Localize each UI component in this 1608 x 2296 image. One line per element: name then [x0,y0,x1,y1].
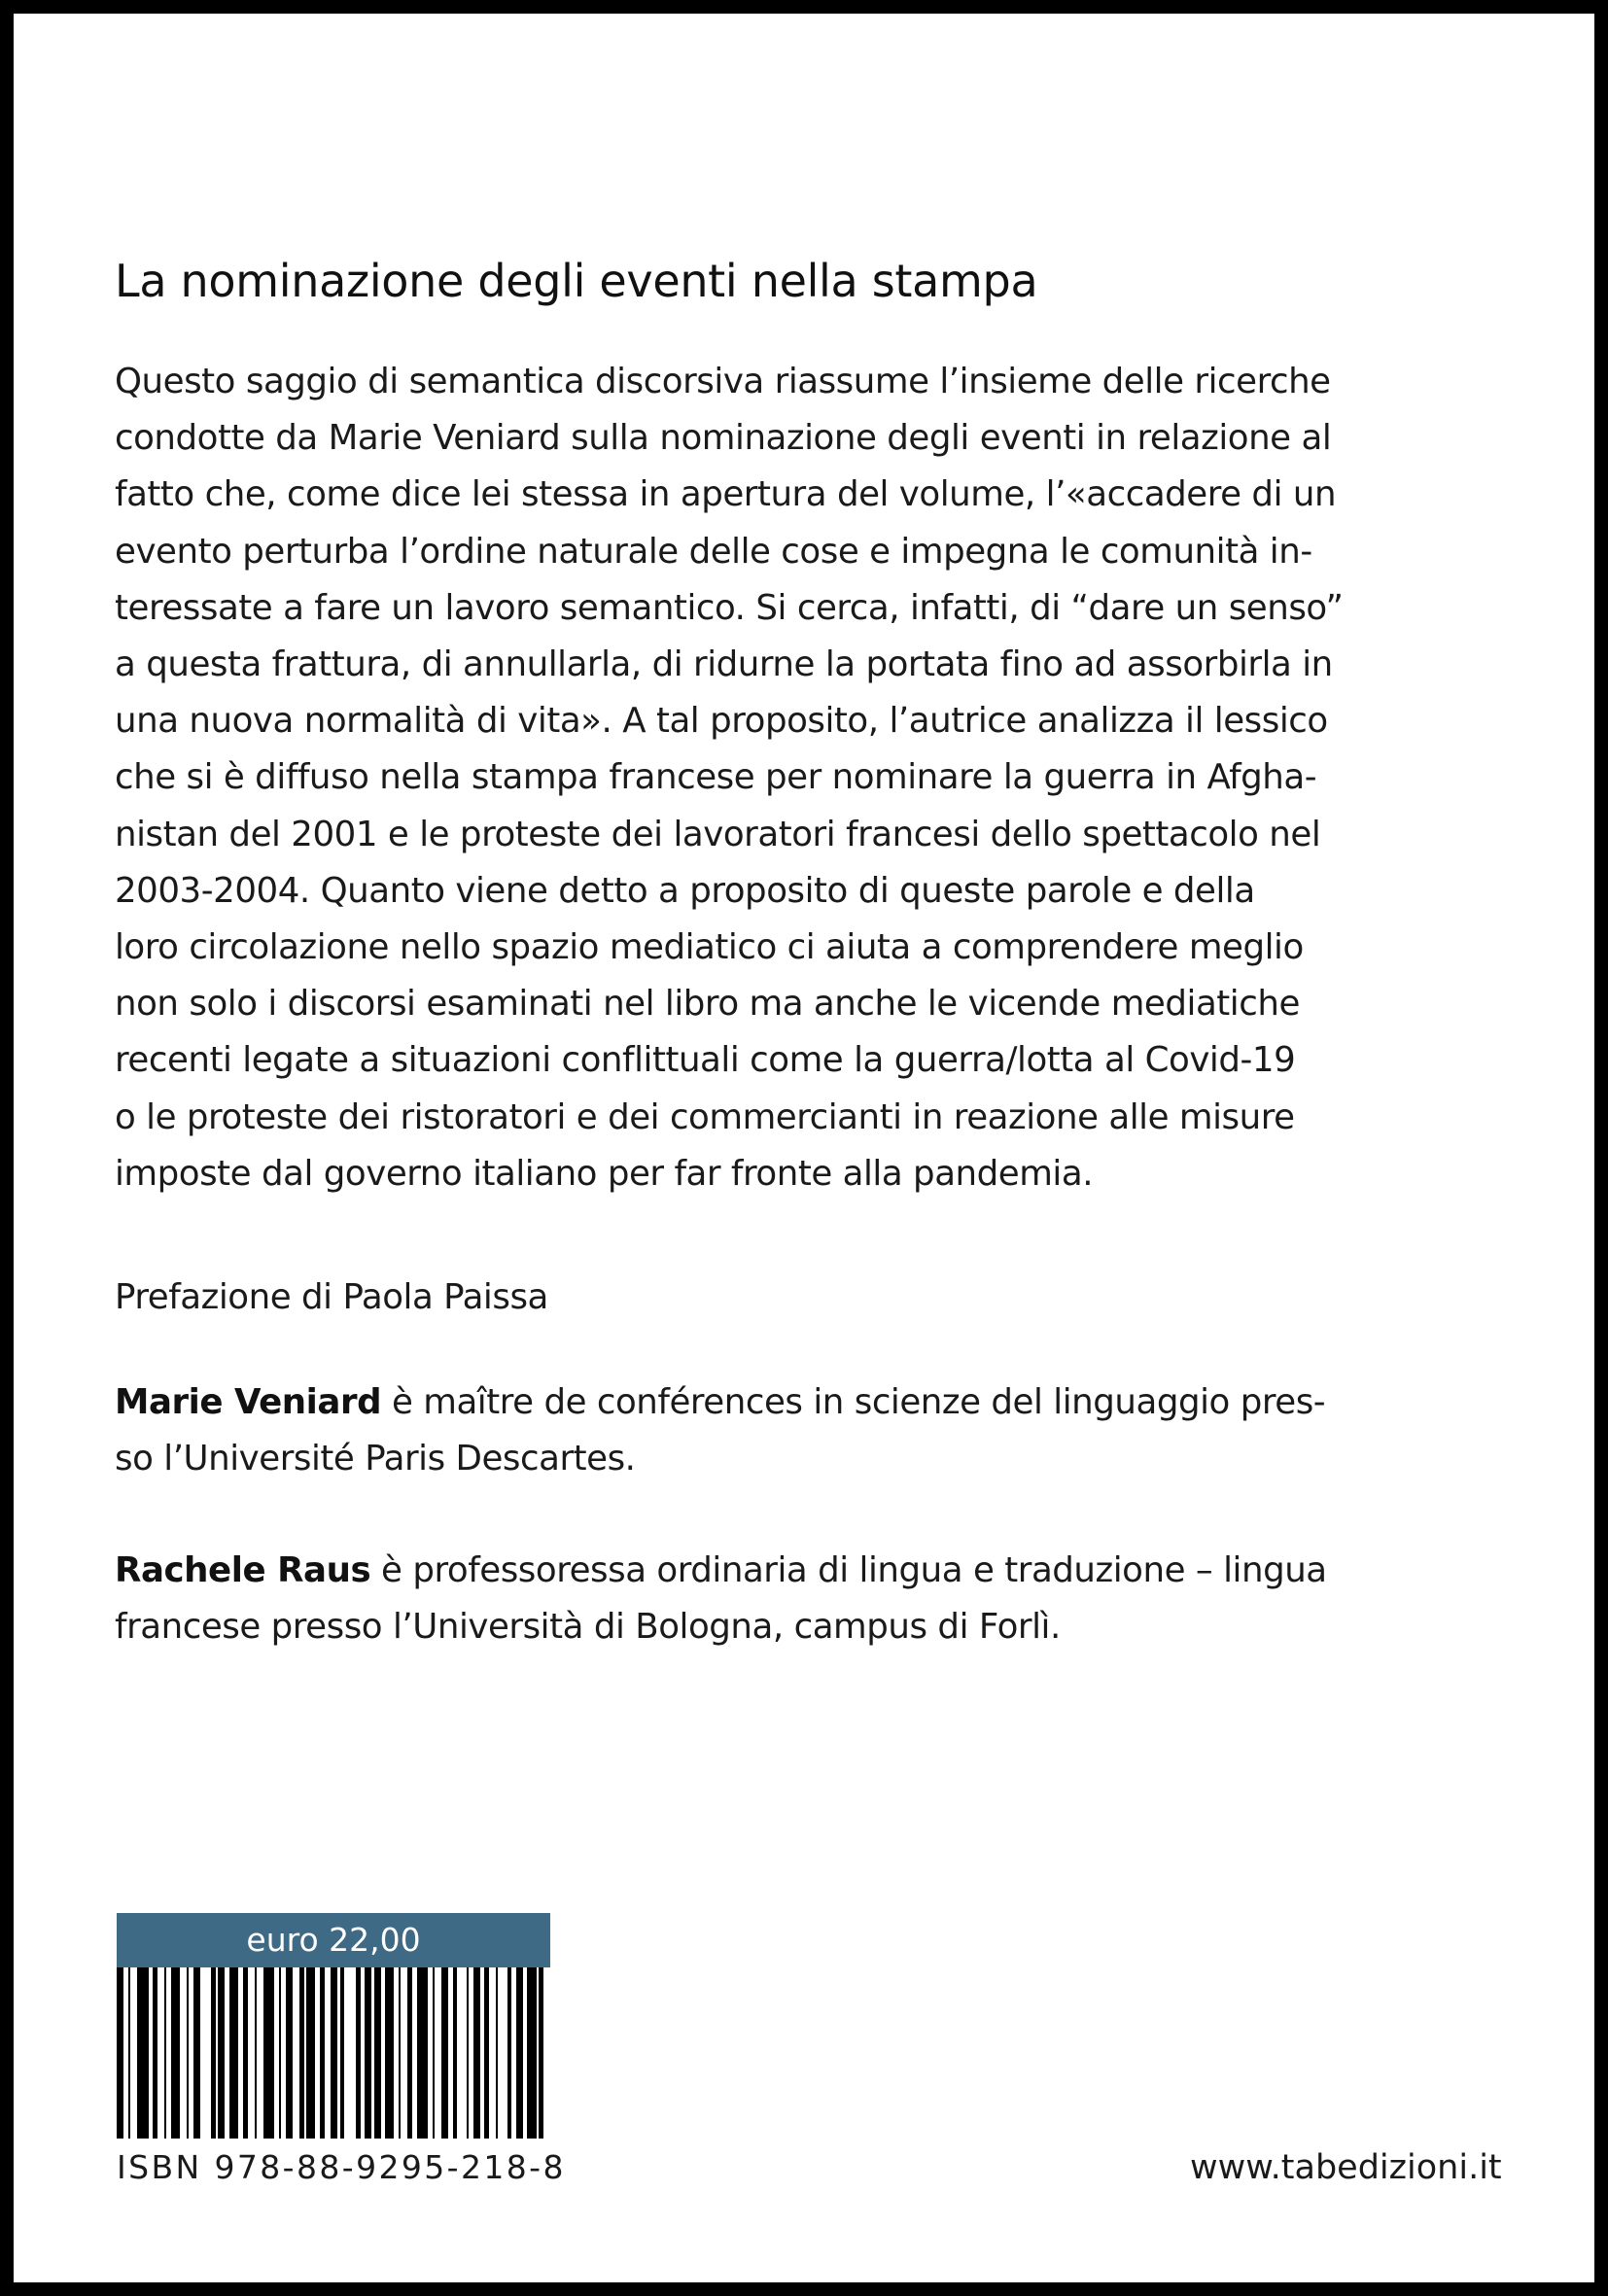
blurb-line: nistan del 2001 e le proteste dei lavoratori francesi dello spettacolo nel [115,814,1321,854]
back-cover [14,14,1594,2282]
barcode-stripe [489,1967,496,2139]
barcode-stripe [257,1967,263,2139]
barcode-stripe [417,1967,429,2139]
barcode-stripe [498,1967,507,2139]
barcode-stripe [180,1967,187,2139]
author-bio-line [115,1374,1325,1431]
barcode-stripe [193,1967,200,2139]
translator-bio [115,1543,1327,1655]
blurb-line: che si è diffuso nella stampa francese per nominare la guerra in Afgha- [115,757,1317,798]
barcode-stripe [473,1967,480,2139]
author-name: Marie Veniard [115,1382,382,1422]
translator-name: Rachele Raus [115,1550,371,1590]
translator-bio-line: francese presso l’Università di Bologna, campus di Forlì. [115,1607,1061,1648]
barcode-stripe [157,1967,164,2139]
barcode-stripe [516,1967,523,2139]
barcode-stripe [229,1967,238,2139]
blurb-line: non solo i discorsi esaminati nel libro ma anche le vicende mediatiche [115,984,1300,1025]
blurb [115,354,1343,1202]
barcode-stripe [441,1967,448,2139]
translator-bio-text: è professoressa ordinaria di lingua e traduzione – lingua [370,1550,1327,1590]
barcode-stripe [200,1967,212,2139]
blurb-line: condotte da Marie Veniard sulla nominazione degli eventi in relazione al [115,418,1332,459]
barcode-stripe [130,1967,137,2139]
barcode-stripe [306,1967,315,2139]
author-bio-text: è maître de conférences in scienze del linguaggio pres- [381,1382,1326,1422]
price-label: euro 22,00 [117,1913,550,1967]
barcode-stripe [527,1967,536,2139]
isbn: ISBN 978-88-9295-218-8 [117,2148,566,2186]
book-title: La nominazione degli eventi nella stampa [115,255,1038,307]
barcode-stripe [374,1967,381,2139]
barcode [117,1967,550,2139]
barcode-stripe [117,1967,123,2139]
barcode-stripe [248,1967,255,2139]
publisher-website: www.tabedizioni.it [1190,2148,1502,2187]
barcode-stripe [293,1967,299,2139]
blurb-line: imposte dal governo italiano per far fronte alla pandemia. [115,1153,1094,1194]
barcode-stripe [218,1967,225,2139]
preface-credit: Prefazione di Paola Paissa [115,1277,548,1317]
barcode-stripe [344,1967,356,2139]
blurb-line: loro circolazione nello spazio mediatico ci aiuta a comprendere meglio [115,927,1304,968]
barcode-stripe [171,1967,180,2139]
blurb-line: recenti legate a situazioni conflittuali come la guerra/lotta al Covid-19 [115,1040,1296,1081]
barcode-stripe [325,1967,332,2139]
barcode-stripe [137,1967,149,2139]
author-bio [115,1374,1325,1487]
author-bio-line: so l’Université Paris Descartes. [115,1439,636,1479]
blurb-line: una nuova normalità di vita». A tal proposito, l’autrice analizza il lessico [115,701,1328,742]
barcode-stripe [263,1967,275,2139]
translator-bio-line [115,1543,1327,1599]
barcode-stripe [401,1967,407,2139]
barcode-stripe [457,1967,466,2139]
blurb-line: 2003-2004. Quanto viene detto a proposito di queste parole e della [115,870,1255,911]
barcode-stripe [543,1967,550,2139]
blurb-line: a questa frattura, di annullarla, di ridurne la portata fino ad assorbirla in [115,644,1333,685]
barcode-stripe [286,1967,293,2139]
barcode-stripe [331,1967,337,2139]
barcode-stripe [435,1967,441,2139]
blurb-line: fatto che, come dice lei stessa in apertura del volume, l’«accadere di un [115,474,1337,515]
blurb-line: evento perturba l’ordine naturale delle cose e impegna le comunità in- [115,531,1312,572]
barcode-stripe [365,1967,371,2139]
barcode-stripe [385,1967,394,2139]
blurb-line: teressate a fare un lavoro semantico. Si cerca, infatti, di “dare un senso” [115,587,1344,628]
blurb-line: o le proteste dei ristoratori e dei commercianti in reazione alle misure [115,1096,1295,1137]
blurb-line: Questo saggio di semantica discorsiva riassume l’insieme delle ricerche [115,362,1331,401]
